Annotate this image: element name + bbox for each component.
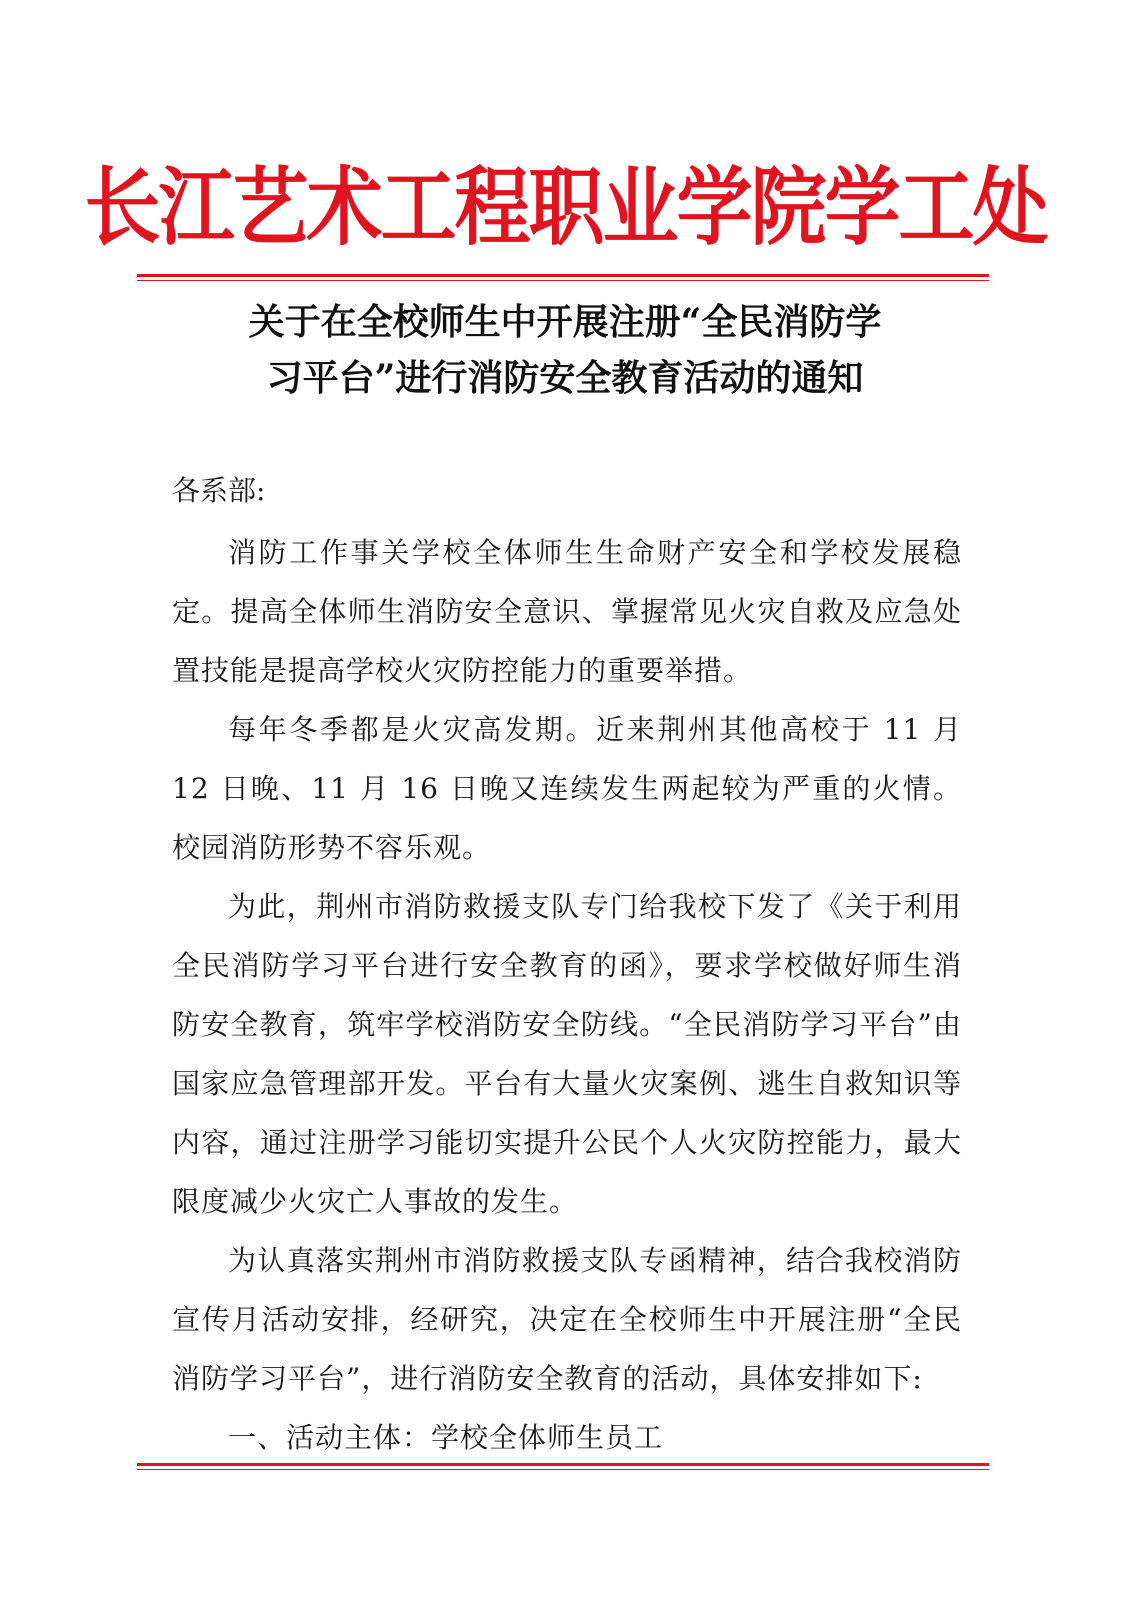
paragraph: 为此，荆州市消防救援支队专门给我校下发了《关于利用全民消防学习平台进行安全教育的函》，要求学校做好师生消防安全教育，筑牢学校消防安全防线。“全民消防学习平台”由国家应急管理部开发。平台有大量火灾案例、逃生自救知识等内容，通过注册学习能切实提升公民个人火灾防控能力，最大限度减少火灾亡人事故的发生。 [172,890,962,1218]
document-title [170,294,960,406]
title-line-1: 关于在全校师生中开展注册“全民消防学 [248,301,882,343]
paragraph: 消防工作事关学校全体师生生命财产安全和学校发展稳定。提高全体师生消防安全意识、掌握常见火灾自救及应急处置技能是提高学校火灾防控能力的重要举措。 [172,536,962,687]
paragraph: 为认真落实荆州市消防救援支队专函精神，结合我校消防宣传月活动安排，经研究，决定在全校师生中开展注册“全民消防学习平台”，进行消防安全教育的活动，具体安排如下: [172,1244,962,1395]
footer-divider [137,1463,989,1466]
organization-header: 长江艺术工程职业学院学工处 [84,157,1047,258]
paragraph: 每年冬季都是火灾高发期。近来荆州其他高校于 11 月 12 日晚、11 月 16 日晚又连续发生两起较为严重的火情。校园消防形势不容乐观。 [172,713,962,864]
header-divider [137,274,989,277]
section-heading: 一、活动主体：学校全体师生员工 [228,1421,664,1454]
title-line-2: 习平台”进行消防安全教育活动的通知 [266,357,864,399]
salutation: 各系部: [172,474,266,507]
document-body [172,461,962,1467]
